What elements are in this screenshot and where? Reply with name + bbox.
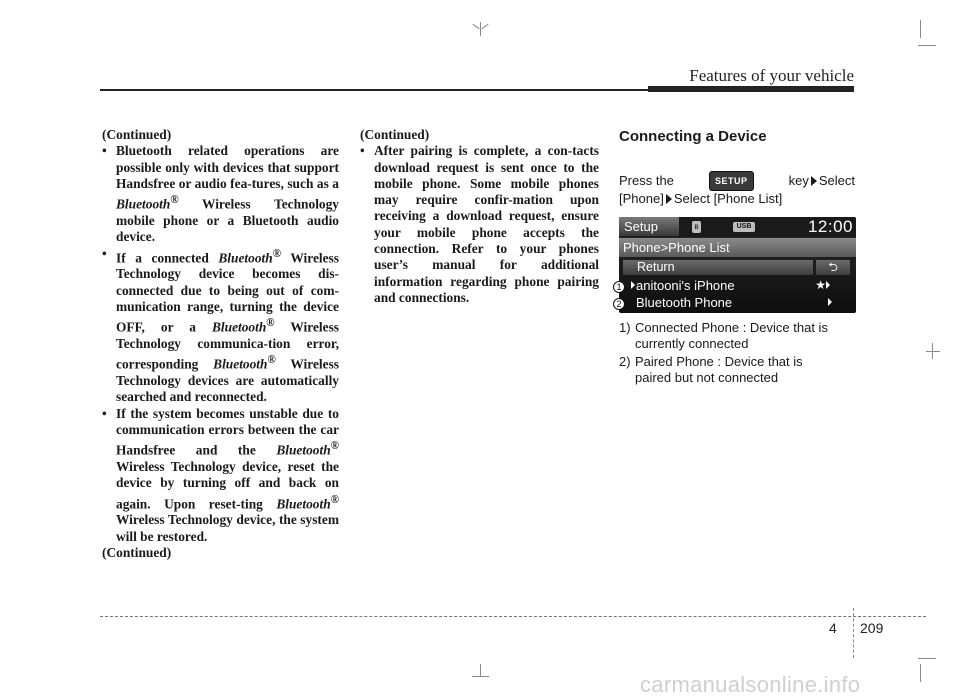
arrow-right-icon — [666, 194, 672, 204]
crop-mark-bottom-right-h — [918, 658, 936, 659]
crop-mark-bottom-center-v — [480, 664, 481, 676]
watermark: carmanualsonline.info — [640, 672, 861, 697]
page-number: 209 — [860, 620, 884, 636]
connected-indicator-icon — [631, 281, 635, 289]
crop-mark-top-center-v — [480, 22, 481, 36]
section-number: 4 — [829, 620, 837, 636]
arrow-right-icon — [811, 176, 817, 186]
crop-mark-top-center-r — [481, 24, 488, 29]
callout-2: 2 — [613, 298, 625, 310]
text-column-3 — [619, 127, 855, 207]
bullet-dot: • — [102, 405, 107, 421]
bullet-item: • After pairing is complete, a con-tacts download request is sent once to the mobile phone. Some mobile phones may require confir-mation upon receiving a download request, ensure your mobile phone accepts the connection. Refer to your phones user’s manual for additional information regarding phone pairing and connections. — [360, 143, 599, 305]
crop-mark-right-middle-v — [932, 343, 933, 359]
crop-mark-bottom-right-v — [920, 664, 921, 682]
continued-label: (Continued) — [102, 127, 172, 142]
page-header-title: Features of your vehicle — [689, 66, 854, 85]
crop-mark-bottom-center-h — [472, 676, 489, 677]
continued-label: (Continued) — [102, 544, 172, 560]
section-title: Connecting a Device — [619, 128, 767, 145]
continued-label: (Continued) — [360, 127, 430, 142]
bullet-dot: • — [102, 245, 107, 261]
bullet-dot: • — [360, 143, 365, 159]
screen-title: Setup — [619, 217, 679, 236]
text-column-1 — [102, 127, 339, 561]
bullet-item: • If the system becomes unstable due to communication errors between the car Handsfree and the Bluetooth® Wireless Technology device, reset the device by turning off and back on again. Upon reset-ting Bluetooth® Wireless Technology device, the system will be restored. — [102, 405, 339, 544]
crop-mark-top-right-h — [918, 45, 936, 46]
legend-item: 1) Connected Phone : Device that is currently connected — [619, 320, 828, 351]
screen-breadcrumb: Phone>Phone List — [619, 238, 856, 257]
return-button[interactable]: Return — [623, 260, 813, 275]
bluetooth-icon: ʙ — [692, 221, 701, 233]
phone-list-item[interactable]: Bluetooth Phone — [619, 294, 856, 311]
instruction: Press the SETUP key Select [Phone] Select [Phone List] — [619, 173, 855, 206]
footer-divider — [853, 608, 854, 658]
crop-mark-right-middle-h — [926, 351, 940, 352]
callout-1: 1 — [613, 281, 625, 293]
header-rule-thick — [648, 86, 854, 92]
screen-legend — [619, 320, 855, 385]
star-icon: ★ — [815, 278, 826, 292]
bullet-item: • Bluetooth related operations are possible only with devices that support Handsfree or audio fea-tures, such as a Bluetooth® Wireless Technology mobile phone or a Bluetooth audio device. — [102, 143, 339, 245]
usb-icon: USB — [733, 222, 755, 232]
chevron-right-icon — [828, 298, 832, 306]
footer-rule — [100, 616, 926, 617]
back-icon[interactable]: ⮌ — [816, 260, 850, 275]
bullet-dot: • — [102, 143, 107, 159]
screen-clock: 12:00 — [807, 217, 853, 236]
chevron-right-icon — [826, 281, 830, 289]
text-column-2 — [360, 127, 599, 306]
setup-key-icon: SETUP — [709, 171, 754, 191]
crop-mark-top-center-l — [472, 24, 479, 29]
phone-list-item[interactable]: anitooni's iPhone ★ — [619, 277, 856, 294]
header-rule-thin — [100, 89, 648, 91]
bullet-item: • If a connected Bluetooth® Wireless Technology device becomes dis-connected due to being out of com-munication range, turning the device OFF, or a Bluetooth® Wireless Technology communica-tion error, corresponding Bluetooth® Wireless Technology devices are automatically searched and reconnected. — [102, 245, 339, 405]
crop-mark-top-right-v — [920, 20, 921, 38]
legend-item: 2) Paired Phone : Device that is paired but not connected — [619, 354, 803, 385]
phone-list-screen — [619, 217, 856, 313]
